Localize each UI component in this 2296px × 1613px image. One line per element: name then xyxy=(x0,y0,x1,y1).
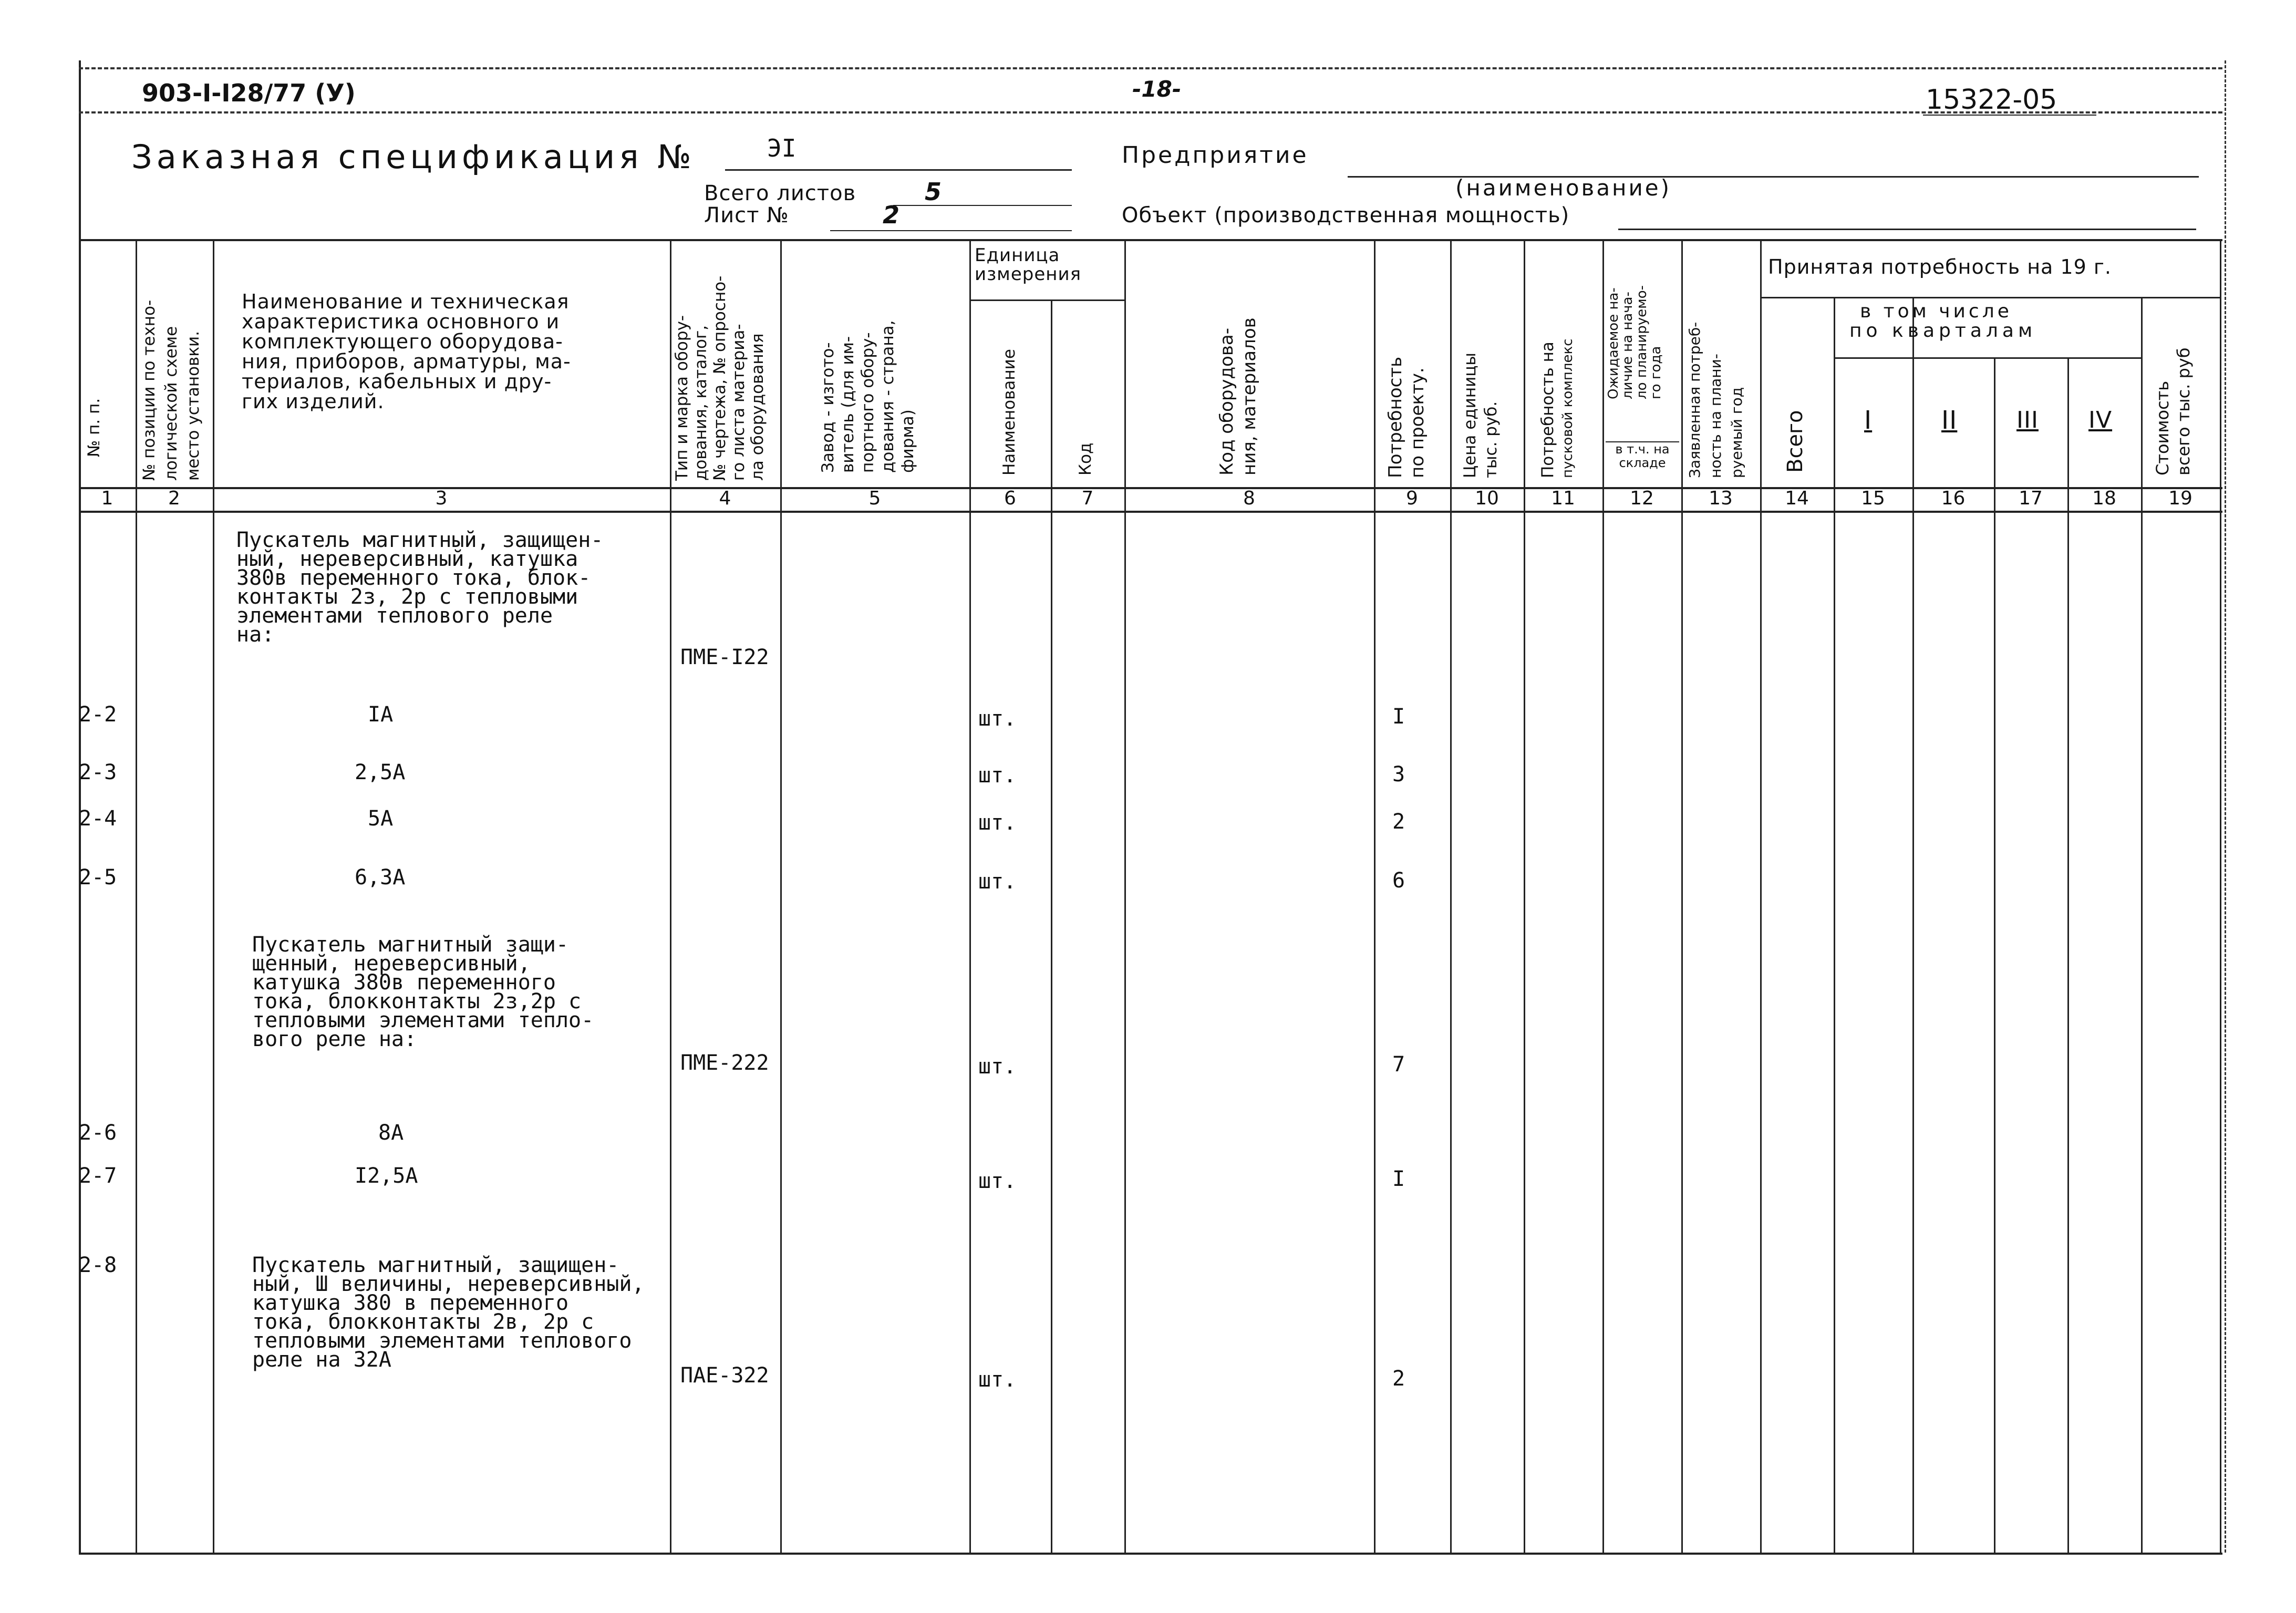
col-3-header: Наименование и техническая характеристика основного и комплектующего оборудова- ния, приборов, арматуры, ма- териалов, кабельных и дру- гих изделий. xyxy=(242,290,571,413)
col-14-header: Всего xyxy=(1783,410,1807,473)
row-number: 2-3 xyxy=(79,760,117,784)
total-sheets-label: Всего листов xyxy=(704,181,856,205)
row-number: 2-8 xyxy=(79,1253,117,1277)
col-18-header: IV xyxy=(2088,407,2113,433)
document-code: 903-I-I28/77 (У) xyxy=(142,79,356,107)
col-number: 4 xyxy=(719,488,731,509)
col-1-header: № п. п. xyxy=(85,398,104,457)
table-top-border xyxy=(79,239,2222,241)
unit-cell: шт. xyxy=(978,763,1017,788)
type-cell: ПМЕ-I22 xyxy=(680,645,769,669)
unit-group-header: Единица измерения xyxy=(975,245,1082,285)
name-note: (наименование) xyxy=(1455,175,1672,201)
quarters-group-l2: по кварталам xyxy=(1849,320,2037,342)
row-number: 2-4 xyxy=(79,806,117,831)
unit-cell: шт. xyxy=(978,870,1017,894)
enterprise-label: Предприятие xyxy=(1122,142,1309,169)
header-divider xyxy=(79,111,2222,113)
type-cell: ПАЕ-322 xyxy=(680,1363,769,1388)
qty-cell: 6 xyxy=(1392,868,1405,893)
table-row-description: Пускатель магнитный защи- щенный, нереверсивный, катушка 380в переменного тока, блокконтакты 2з,2р с тепловыми элементами тепло- вого реле на: xyxy=(252,933,594,1051)
col-number: 6 xyxy=(1004,488,1016,509)
row-number: 2-6 xyxy=(79,1121,117,1145)
col-4-header-l5: ла оборудования xyxy=(748,333,767,481)
col-number: 7 xyxy=(1081,488,1094,509)
col-number: 12 xyxy=(1630,488,1654,509)
col-number: 13 xyxy=(1709,488,1733,509)
col-number: 14 xyxy=(1785,488,1809,509)
col-8-header-l2: ния, материалов xyxy=(1239,317,1260,475)
spec-title: Заказная спецификация № xyxy=(131,138,696,176)
col-2-header-l2: логической схеме xyxy=(162,326,181,481)
col-13-header-l1: Заявленная потреб- xyxy=(1686,322,1703,478)
table-row-description: I2,5A xyxy=(355,1164,418,1188)
col-8-header-l1: Код оборудова- xyxy=(1216,328,1237,475)
col-12-header-l1: Ожидаемое на- xyxy=(1606,287,1621,399)
col-4-header-l4: го листа материа- xyxy=(729,324,748,481)
col-5-header-l4: дования - страна, xyxy=(878,320,897,473)
col-number: 18 xyxy=(2092,488,2116,509)
object-label: Объект (производственная мощность) xyxy=(1122,203,1570,228)
col-5-header-l5: фирма) xyxy=(898,409,917,473)
col-7-header: Код xyxy=(1076,442,1095,475)
col-number: 2 xyxy=(168,488,180,509)
col-10-header-l2: тыс. руб. xyxy=(1482,401,1501,478)
unit-cell: шт. xyxy=(978,811,1017,835)
row-number: 2-7 xyxy=(79,1164,117,1188)
col-number: 10 xyxy=(1475,488,1499,509)
col-15-header: I xyxy=(1864,406,1873,435)
col-19-header-l2: всего тыс. руб xyxy=(2174,347,2194,475)
row-number: 2-5 xyxy=(79,865,117,890)
col-4-header-l2: дования, каталог, xyxy=(691,325,710,481)
col-6-header: Наименование xyxy=(1000,349,1019,475)
table-row-description: IA xyxy=(368,702,394,727)
type-cell: ПМЕ-222 xyxy=(680,1051,769,1075)
col-5-header-l1: Завод - изгото- xyxy=(819,342,837,473)
col-5-header-l3: портного обору- xyxy=(859,332,877,473)
table-row-description: Пускатель магнитный, защищен- ный, Ш величины, нереверсивный, катушка 380 в переменного тока, блокконтакты 2в, 2р с тепловыми элементами теплового реле на 32А xyxy=(252,1253,645,1372)
col-16-header: II xyxy=(1941,406,1958,435)
qty-cell: I xyxy=(1392,1167,1405,1191)
sheet-label: Лист № xyxy=(704,203,789,228)
col-4-header-l1: Тип и марка обору- xyxy=(673,315,691,481)
col-number: 5 xyxy=(868,488,881,509)
col-12-header-l2: личие на нача- xyxy=(1620,292,1636,399)
col-19-header-l1: Стоимость xyxy=(2153,380,2173,475)
col-number: 8 xyxy=(1243,488,1255,509)
unit-cell: шт. xyxy=(978,707,1017,731)
col-number: 11 xyxy=(1551,488,1575,509)
table-row-description: 6,3A xyxy=(355,865,406,890)
spec-number: ЭI xyxy=(767,134,797,162)
table-row-description: 8A xyxy=(378,1121,404,1145)
col-4-header-l3: № чертежа, № опросно- xyxy=(710,275,729,481)
col-number: 1 xyxy=(101,488,113,509)
col-17-header: III xyxy=(2016,407,2039,433)
quarters-group-l1: в том числе xyxy=(1860,301,2012,322)
table-row-description: Пускатель магнитный, защищен- ный, нереверсивный, катушка 380в переменного тока, блок- контакты 2з, 2р с тепловыми элементами теплового реле на: xyxy=(236,528,604,647)
qty-cell: 7 xyxy=(1392,1052,1405,1077)
col-number: 17 xyxy=(2019,488,2043,509)
top-border xyxy=(79,67,2222,69)
col-number: 15 xyxy=(1861,488,1885,509)
col-number: 9 xyxy=(1406,488,1418,509)
col-12-header-l5: в т.ч. на складе xyxy=(1606,441,1679,470)
col-number: 19 xyxy=(2168,488,2192,509)
sheet-no: 2 xyxy=(883,201,900,229)
unit-cell: шт. xyxy=(978,1368,1017,1392)
column-numbers-bottom xyxy=(79,511,2222,513)
col-2-header-l3: место установки. xyxy=(184,330,203,481)
col-2-header-l1: № позиции по техно- xyxy=(140,299,159,481)
qty-cell: 2 xyxy=(1392,1367,1405,1391)
total-sheets: 5 xyxy=(925,178,942,206)
col-5-header-l2: витель (для им- xyxy=(839,336,857,473)
sheet-code: 15322-05 xyxy=(1926,84,2057,116)
col-10-header-l1: Цена единицы xyxy=(1461,353,1480,478)
qty-cell: I xyxy=(1392,705,1405,729)
col-9-header-l1: Потребность xyxy=(1385,356,1406,478)
col-12-header-l3: ло планируемо- xyxy=(1634,285,1650,399)
table-row-description: 5A xyxy=(368,806,394,831)
qty-cell: 2 xyxy=(1392,810,1405,834)
row-number: 2-2 xyxy=(79,702,117,727)
table-row-description: 2,5A xyxy=(355,760,406,784)
col-12-header-l4: го года xyxy=(1648,346,1664,399)
col-11-header-l2: пусковой комплекс xyxy=(1560,338,1576,478)
col-13-header-l2: ность на плани- xyxy=(1707,354,1724,478)
col-number: 3 xyxy=(435,488,448,509)
col-9-header-l2: по проекту. xyxy=(1407,367,1428,478)
qty-cell: 3 xyxy=(1392,762,1405,787)
col-13-header-l3: руемый год xyxy=(1728,387,1745,478)
unit-cell: шт. xyxy=(978,1054,1017,1079)
table-bottom-border xyxy=(79,1553,2222,1555)
col-number: 16 xyxy=(1941,488,1966,509)
page-number: -18- xyxy=(1132,76,1182,102)
col-11-header-l1: Потребность на xyxy=(1538,342,1557,478)
unit-cell: шт. xyxy=(978,1169,1017,1193)
accepted-group-header: Принятая потребность на 19 г. xyxy=(1768,255,2112,278)
